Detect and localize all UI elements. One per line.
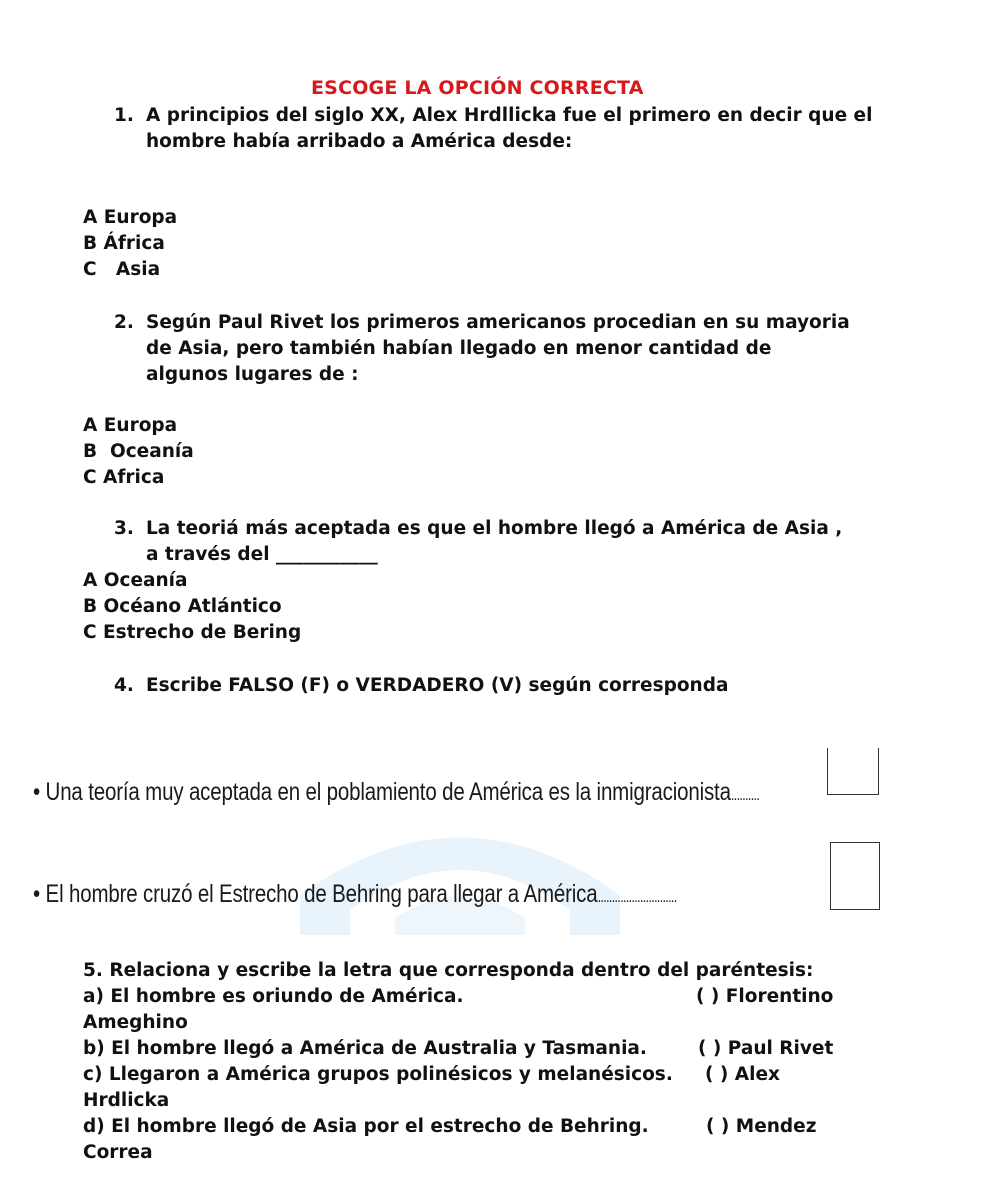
match-item-c-wrap: Hrdlicka — [83, 1090, 170, 1111]
answer-box-2[interactable] — [830, 842, 880, 910]
watermark-arch-icon — [300, 800, 620, 935]
question-2-options — [83, 413, 194, 491]
bullet: • — [33, 880, 41, 908]
match-item-a-wrap: Ameghino — [83, 1012, 188, 1033]
statement-2-text: El hombre cruzó el Estrecho de Behring para llegar a América — [45, 880, 598, 908]
question-5-heading: 5. Relaciona y escribe la letra que corresponda dentro del paréntesis: — [83, 960, 814, 981]
question-4 — [114, 673, 728, 699]
option-c[interactable]: C Estrecho de Bering — [83, 622, 302, 643]
match-item-d-left: d) El hombre llegó de Asia por el estrecho de Behring. — [83, 1116, 649, 1137]
match-item-a-right[interactable]: ( ) Florentino — [696, 986, 834, 1007]
option-b[interactable]: B Oceanía — [83, 441, 194, 462]
statement-1-text: Una teoría muy aceptada en el poblamiento de América es la inmigracionista — [45, 778, 731, 806]
match-item-a-left: a) El hombre es oriundo de América. — [83, 986, 464, 1007]
statement-1 — [33, 778, 759, 807]
question-3-line-2: a través del ___________ — [146, 544, 378, 565]
question-4-text: Escribe FALSO (F) o VERDADERO (V) según corresponda — [146, 675, 729, 696]
page-title: ESCOGE LA OPCIÓN CORRECTA — [311, 77, 644, 99]
question-1-options — [83, 205, 177, 283]
match-item-d-right[interactable]: ( ) Mendez — [706, 1116, 817, 1137]
question-4-number: 4. — [114, 675, 134, 696]
match-item-b-left: b) El hombre llegó a América de Australia y Tasmania. — [83, 1038, 647, 1059]
question-1-line-1: A principios del siglo XX, Alex Hrdllicka fue el primero en decir que el — [146, 105, 873, 126]
question-1 — [114, 103, 872, 155]
match-item-d-wrap: Correa — [83, 1142, 153, 1163]
bullet: • — [33, 778, 41, 806]
statement-2 — [33, 880, 677, 909]
question-2-line-1: Según Paul Rivet los primeros americanos procedian en su mayoria — [146, 312, 850, 333]
option-a[interactable]: A Europa — [83, 415, 178, 436]
answer-box-1[interactable] — [827, 748, 879, 795]
question-2 — [114, 310, 850, 388]
option-b[interactable]: B África — [83, 233, 165, 254]
match-item-c-right[interactable]: ( ) Alex — [705, 1064, 780, 1085]
question-1-number: 1. — [114, 105, 134, 126]
option-a[interactable]: A Europa — [83, 207, 178, 228]
option-a[interactable]: A Oceanía — [83, 570, 188, 591]
match-item-c-left: c) Llegaron a América grupos polinésicos y melanésicos. — [83, 1064, 673, 1085]
question-3-line-1: La teoriá más aceptada es que el hombre llegó a América de Asia , — [146, 518, 843, 539]
option-c[interactable]: C Asia — [83, 259, 161, 280]
question-1-line-2: hombre había arribado a América desde: — [146, 131, 573, 152]
question-3 — [114, 516, 842, 568]
question-2-line-3: algunos lugares de : — [146, 364, 359, 385]
question-3-number: 3. — [114, 518, 134, 539]
option-c[interactable]: C Africa — [83, 467, 165, 488]
question-2-number: 2. — [114, 312, 134, 333]
option-b[interactable]: B Océano Atlántico — [83, 596, 282, 617]
question-2-line-2: de Asia, pero también habían llegado en menor cantidad de — [146, 338, 772, 359]
question-3-options — [83, 568, 301, 646]
statement-2-dots: ............................ — [597, 889, 677, 906]
match-item-b-right[interactable]: ( ) Paul Rivet — [698, 1038, 834, 1059]
statement-1-dots: .......... — [730, 787, 760, 804]
